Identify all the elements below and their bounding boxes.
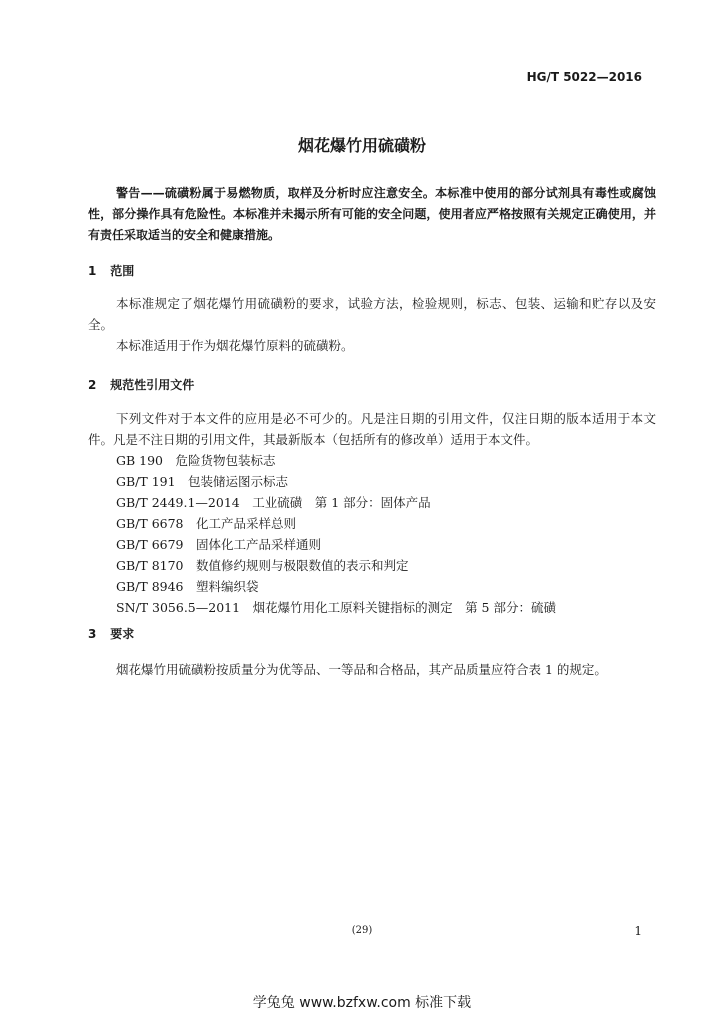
section-3-number: 3 — [88, 627, 97, 641]
reference-item: GB/T 2449.1—2014 工业硫磺 第 1 部分：固体产品 — [116, 495, 431, 510]
scope-paragraph-1: 本标准规定了烟花爆竹用硫磺粉的要求，试验方法，检验规则，标志、包装、运输和贮存以及安全。 — [88, 296, 656, 332]
reference-item: GB 190 危险货物包装标志 — [116, 453, 276, 468]
section-2-title: 规范性引用文件 — [110, 378, 195, 392]
section-3-title: 要求 — [110, 627, 135, 641]
reference-list — [116, 450, 556, 618]
section-1-title: 范围 — [110, 264, 135, 278]
document-title: 烟花爆竹用硫磺粉 — [297, 136, 426, 155]
page-number: 1 — [634, 924, 642, 938]
reference-item: GB/T 8946 塑料编织袋 — [116, 579, 259, 594]
scope-paragraph-2: 本标准适用于作为烟花爆竹原料的硫磺粉。 — [116, 338, 354, 353]
footer-watermark: 学兔兔 www.bzfxw.com 标准下载 — [252, 995, 472, 1011]
reference-item: SN/T 3056.5—2011 烟花爆竹用化工原料关键指标的测定 第 5 部分：硫磺 — [116, 600, 556, 615]
page-mark: (29) — [351, 925, 373, 936]
warning-paragraph: 警告——硫磺粉属于易燃物质，取样及分析时应注意安全。本标准中使用的部分试剂具有毒性或腐蚀性，部分操作具有危险性。本标准并未揭示所有可能的安全问题，使用者应严格按照有关规定正确使用，并有责任采取适当的安全和健康措施。 — [88, 186, 656, 242]
section-1-number: 1 — [88, 264, 97, 278]
reference-item: GB/T 6679 固体化工产品采样通则 — [116, 537, 322, 552]
reference-item: GB/T 6678 化工产品采样总则 — [116, 516, 297, 531]
reference-item: GB/T 191 包装储运图示标志 — [116, 474, 289, 489]
reference-item: GB/T 8170 数值修约规则与极限数值的表示和判定 — [116, 558, 409, 573]
requirements-paragraph: 烟花爆竹用硫磺粉按质量分为优等品、一等品和合格品，其产品质量应符合表 1 的规定。 — [116, 662, 607, 677]
section-2-heading — [88, 376, 194, 393]
section-2-number: 2 — [88, 378, 97, 392]
section-1-heading — [88, 262, 134, 279]
standard-code: HG/T 5022—2016 — [526, 70, 642, 84]
references-intro: 下列文件对于本文件的应用是必不可少的。凡是注日期的引用文件，仅注日期的版本适用于本文件。凡是不注日期的引用文件，其最新版本（包括所有的修改单）适用于本文件。 — [88, 411, 656, 447]
section-3-heading — [88, 625, 134, 642]
